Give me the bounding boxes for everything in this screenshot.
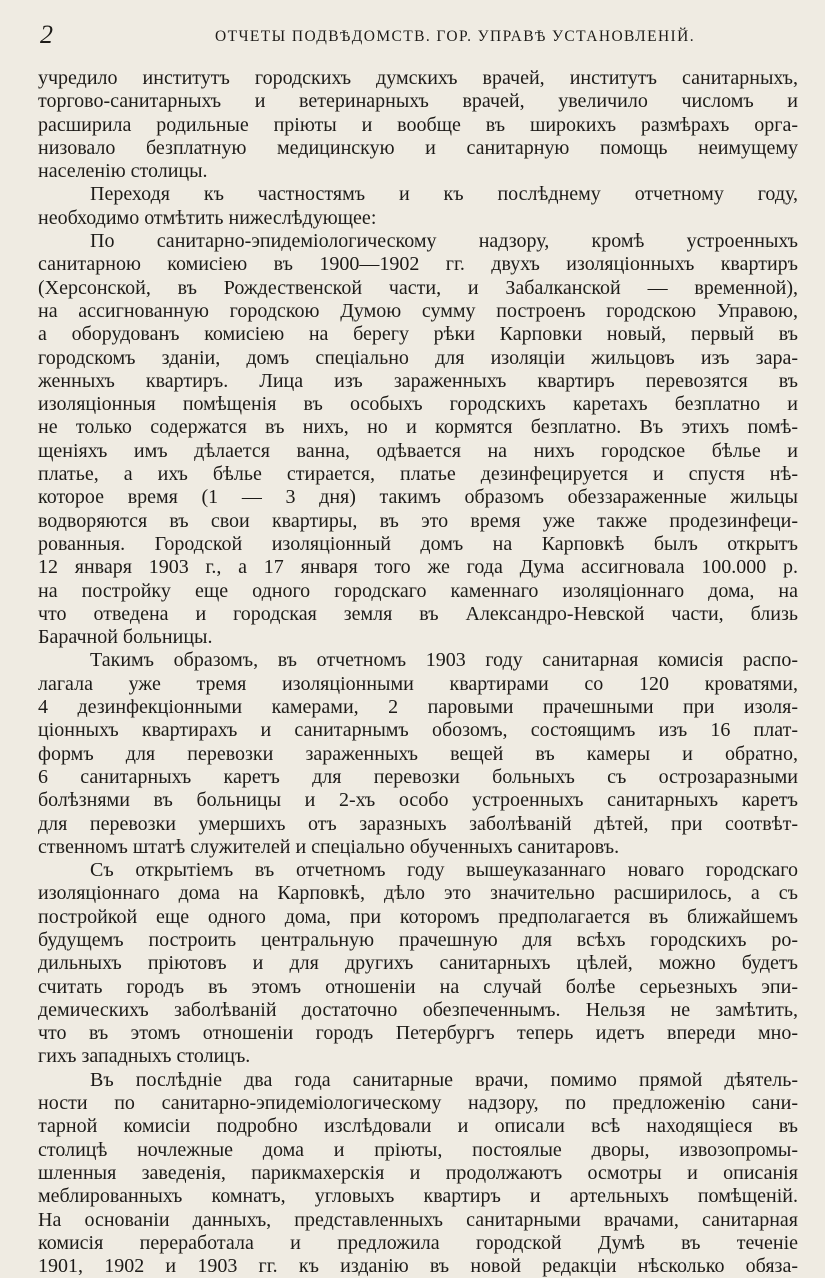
text-line: 1901, 1902 и 1903 гг. къ изданію въ новой редакціи нѣсколько обяза- <box>38 1255 798 1278</box>
text-line: Въ послѣдніе два года санитарные врачи, помимо прямой дѣятель- <box>90 1068 798 1091</box>
text-line: (Херсонской, въ Рождественской части, и Забалканской — временной), <box>38 276 798 299</box>
text-line: болѣзнями въ больницы и 2-хъ особо устроенныхъ санитарныхъ каретъ <box>38 789 798 812</box>
text-line: постройкой еще одного дома, при которомъ предполагается въ ближайшемъ <box>38 905 798 928</box>
text-line: что въ этомъ отношеніи городъ Петербургъ теперь идетъ впереди мно- <box>38 1022 798 1045</box>
text-line: не только содержатся въ нихъ, но и кормятся безплатно. Въ этихъ помѣ- <box>38 416 798 439</box>
text-line: меблированныхъ комнатъ, угловыхъ квартиръ и артельныхъ помѣщеній. <box>38 1185 798 1208</box>
text-line: учредило институтъ городскихъ думскихъ врачей, институтъ санитарныхъ, <box>38 67 798 89</box>
text-line: 12 января 1903 г., а 17 января того же года Дума ассигновала 100.000 р. <box>38 556 798 579</box>
text-line: необходимо отмѣтить нижеслѣдующее: <box>38 206 377 229</box>
text-line: платье, а ихъ бѣлье стирается, платье дезинфецируется и спустя нѣ- <box>38 463 798 486</box>
text-line: что отведена и городская земля въ Александро-Невской части, близь <box>38 602 798 625</box>
text-line: 4 дезинфекціонными камерами, 2 паровыми прачешными при изоля- <box>38 696 798 719</box>
text-line: лагала уже тремя изоляціонными квартирами со 120 кроватями, <box>38 672 798 695</box>
running-title: ОТЧЕТЫ ПОДВѢДОМСТВ. ГОР. УПРАВѢ УСТАНОВЛЕНІЙ. <box>215 28 695 45</box>
page-number: 2 <box>40 20 53 49</box>
text-line: на постройку еще одного городскаго каменнаго изоляціоннаго дома, на <box>38 579 798 602</box>
text-line: изоляціонныя помѣщенія въ особыхъ городскихъ каретахъ безплатно и <box>38 393 798 416</box>
text-line: торгово-санитарныхъ и ветеринарныхъ врачей, увеличило числомъ и <box>38 90 798 113</box>
text-line: формъ для перевозки зараженныхъ вещей въ камеры и обратно, <box>38 742 798 765</box>
text-line: которое время (1 — 3 дня) такимъ образомъ обеззараженные жильцы <box>38 486 798 509</box>
text-line: женныхъ квартиръ. Лица изъ зараженныхъ квартиръ перевозятся въ <box>38 369 798 392</box>
text-line: на ассигнованную городскою Думою сумму построенъ городскою Управою, <box>38 299 798 322</box>
text-line: демическихъ заболѣваній достаточно обезпеченнымъ. Нельзя не замѣтить, <box>38 998 798 1021</box>
text-line: комисія переработала и предложила городской Думѣ въ теченіе <box>38 1231 798 1254</box>
text-line: ціонныхъ квартирахъ и санитарнымъ обозомъ, состоящимъ изъ 16 плат- <box>38 719 798 742</box>
body-text <box>38 67 798 1278</box>
text-line: щеніяхъ имъ дѣлается ванна, одѣвается на нихъ городское бѣлье и <box>38 439 798 462</box>
text-line: шленныя заведенія, парикмахерскія и продолжаютъ осмотры и описанія <box>38 1161 798 1184</box>
text-line: На основаніи данныхъ, представленныхъ санитарными врачами, санитарная <box>38 1208 798 1231</box>
page-header <box>30 20 800 50</box>
text-line: расширила родильные пріюты и вообще въ широкихъ размѣрахъ орга- <box>38 113 798 136</box>
text-line: ности по санитарно-эпидеміологическому надзору, по предложенію сани- <box>38 1092 798 1115</box>
text-line: 6 санитарныхъ каретъ для перевозки больныхъ съ острозаразными <box>38 765 798 788</box>
text-line: населенію столицы. <box>38 160 208 183</box>
text-line: санитарною комисіею въ 1900—1902 гг. двухъ изоляціонныхъ квартиръ <box>38 253 798 276</box>
text-line: для перевозки умершихъ отъ заразныхъ заболѣваній дѣтей, при соотвѣт- <box>38 812 798 835</box>
text-line: По санитарно-эпидеміологическому надзору, кромѣ устроенныхъ <box>90 230 798 253</box>
text-line: Такимъ образомъ, въ отчетномъ 1903 году санитарная комисія распо- <box>90 649 798 672</box>
text-line: Барачной больницы. <box>38 626 213 649</box>
text-line: городскомъ зданіи, домъ спеціально для изоляціи жильцовъ изъ зара- <box>38 346 798 369</box>
text-line: рованныя. Городской изоляціонный домъ на Карповкѣ былъ открытъ <box>38 532 798 555</box>
text-line: а оборудованъ комисіею на берегу рѣки Карповки новый, первый въ <box>38 323 798 346</box>
text-line: дильныхъ пріютовъ и для другихъ санитарныхъ цѣлей, можно будетъ <box>38 952 798 975</box>
text-line: изоляціоннаго дома на Карповкѣ, дѣло это значительно расширилось, а съ <box>38 882 798 905</box>
text-line: водворяются въ свои квартиры, въ это время уже также продезинфеци- <box>38 509 798 532</box>
text-line: низовало безплатную медицинскую и санитарную помощь неимущему <box>38 136 798 159</box>
text-line: ственномъ штатѣ служителей и спеціально обученныхъ санитаровъ. <box>38 835 620 858</box>
text-line: будущемъ построить центральную прачешную для всѣхъ городскихъ ро- <box>38 928 798 951</box>
text-line: Съ открытіемъ въ отчетномъ году вышеуказаннаго новаго городскаго <box>90 859 798 882</box>
text-line: гихъ западныхъ столицъ. <box>38 1045 251 1068</box>
text-line: Переходя къ частностямъ и къ послѣднему отчетному году, <box>90 183 798 206</box>
text-line: считать городъ въ этомъ отношеніи на случай болѣе серьезныхъ эпи- <box>38 975 798 998</box>
text-line: столицѣ ночлежные дома и пріюты, постоялые дворы, извозопромы- <box>38 1138 798 1161</box>
text-line: тарной комисіи подробно изслѣдовали и описали всѣ находящіеся въ <box>38 1115 798 1138</box>
